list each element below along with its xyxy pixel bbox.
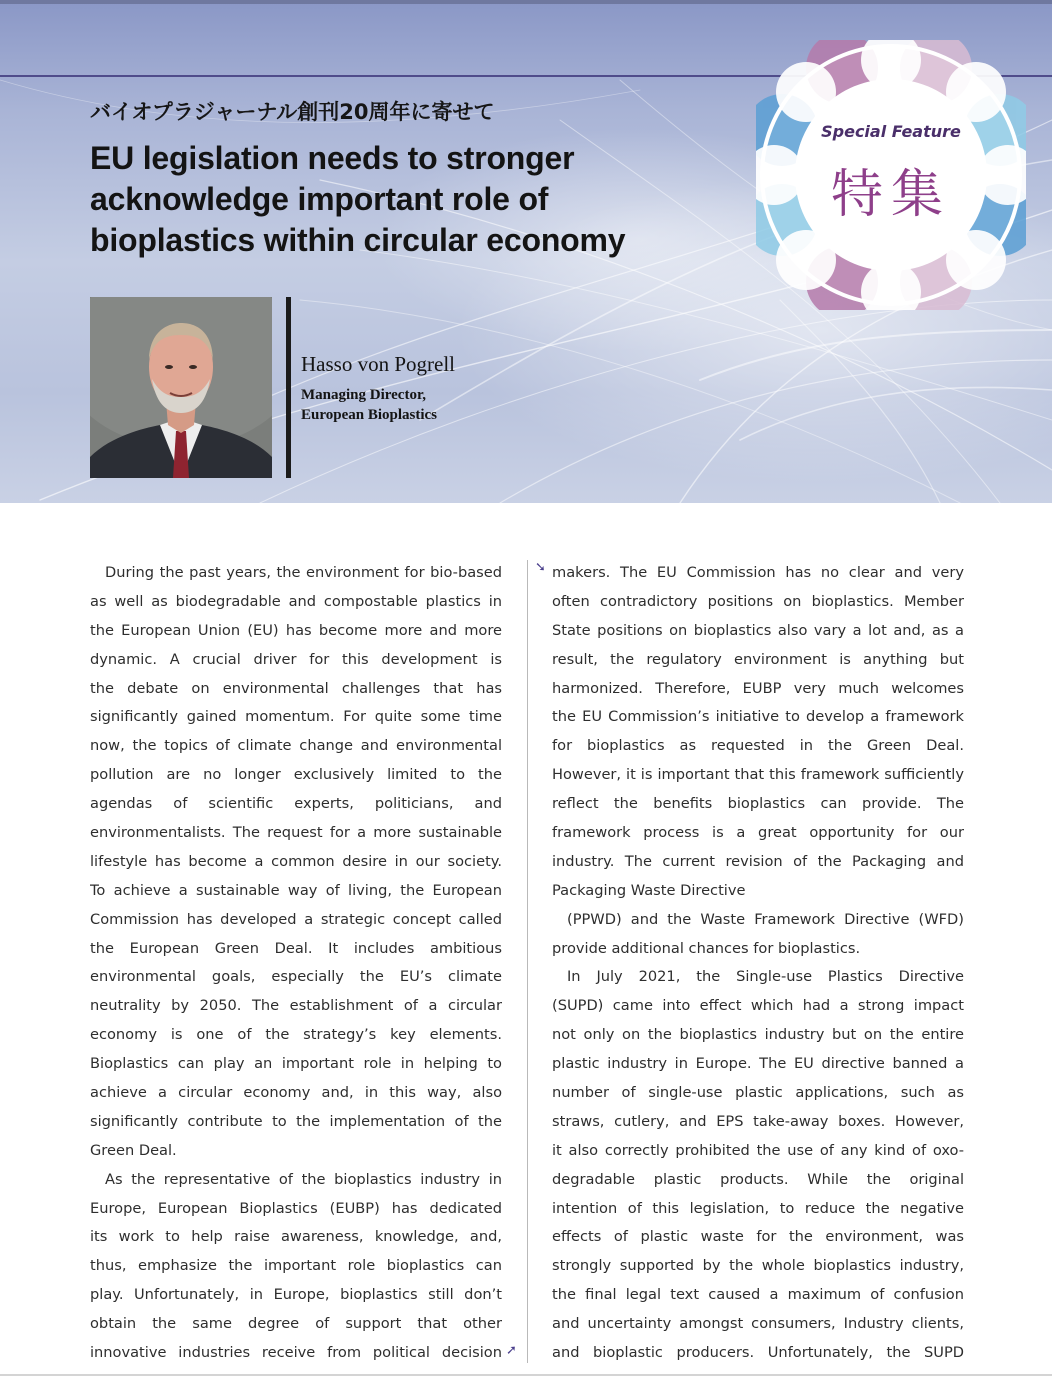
right-text-column: [552, 559, 964, 1368]
text-line: now, the topics of climate change and environmental: [90, 737, 502, 755]
continued-from-arrow-icon: ➘: [535, 560, 546, 575]
text-line: as well as biodegradable and compostable plastics in: [90, 592, 502, 610]
text-line: industry. The current revision of the Packaging and: [552, 852, 964, 870]
badge-label-ja: 特集: [830, 165, 951, 225]
author-divider-bar: [286, 297, 291, 478]
text-line: environmentalists. The request for a more sustainable: [90, 824, 502, 842]
text-line: for bioplastics as requested in the Green Deal.: [552, 737, 964, 755]
author-role: [301, 385, 437, 425]
text-line: and uncertainty amongst consumers, Industry clients,: [552, 1315, 964, 1333]
text-line: neutrality by 2050. The establishment of a circular: [90, 997, 502, 1015]
text-line: As the representative of the bioplastics industry in: [105, 1170, 502, 1188]
text-line: State positions on bioplastics also vary a lot and, as a: [552, 621, 964, 639]
text-line: often contradictory positions on bioplastics. Member: [552, 592, 964, 610]
title-line: EU legislation needs to stronger: [90, 140, 575, 176]
text-line: Commission has developed a strategic concept called: [90, 910, 502, 928]
text-line: agendas of scientific experts, politicians, and: [90, 795, 502, 813]
text-line: During the past years, the environment for bio-based: [105, 564, 502, 581]
title-line: acknowledge important role of: [90, 181, 549, 217]
text-line: strongly supported by the whole bioplastics industry,: [552, 1257, 964, 1275]
author-role-line: European Bioplastics: [301, 407, 438, 423]
badge-label-en: Special Feature: [821, 122, 961, 141]
column-divider: [527, 560, 528, 1363]
text-line: plastic industry in Europe. The EU directive banned a: [552, 1055, 964, 1073]
text-line: However, it is important that this framework sufficiently: [552, 766, 964, 784]
text-line: innovative industries receive from political decision: [90, 1344, 502, 1362]
text-line: pollution are no longer exclusively limited to the: [90, 766, 502, 784]
text-line: Europe, European Bioplastics (EUBP) has dedicated: [90, 1199, 502, 1217]
text-line: the final legal text caused a maximum of confusion: [552, 1286, 964, 1304]
text-line: the debate on environmental challenges that has: [90, 679, 502, 697]
title-line: bioplastics within circular economy: [90, 222, 626, 258]
text-line: significantly gained momentum. For quite some time: [90, 708, 502, 726]
text-line: lifestyle has become a common desire in our society.: [90, 852, 502, 870]
header-banner: [0, 0, 1052, 503]
article-title: [90, 138, 730, 261]
text-line: not only on the bioplastics industry but on the entire: [552, 1026, 964, 1044]
text-line: thus, emphasize the important role bioplastics can: [90, 1257, 502, 1275]
text-line: framework process is a great opportunity for our: [552, 824, 964, 842]
text-line: the European Green Deal. It includes ambitious: [90, 939, 502, 957]
author-photo: [90, 297, 272, 478]
text-line: effects of plastic waste for the environment, was: [552, 1228, 964, 1246]
text-line: play. Unfortunately, in Europe, bioplastics still don’t: [90, 1286, 502, 1304]
text-line: Green Deal.: [90, 1141, 177, 1159]
text-line: economy is one of the strategy’s key elements.: [90, 1026, 502, 1044]
text-line: the EU Commission’s initiative to develop a framework: [552, 708, 964, 726]
left-text-column: [90, 559, 502, 1368]
text-line: To achieve a sustainable way of living, the European: [90, 881, 502, 899]
text-line: the European Union (EU) has become more and more: [90, 621, 502, 639]
text-line: intention of this legislation, to reduce the negative: [552, 1199, 964, 1217]
text-line: In July 2021, the Single-use Plastics Directive: [567, 968, 964, 986]
text-line: its work to help raise awareness, knowledge, and,: [90, 1228, 502, 1246]
text-line: straws, cutlery, and EPS take-away boxes. However,: [552, 1112, 964, 1130]
text-line: significantly contribute to the implementation of the: [90, 1112, 502, 1130]
text-line: reflect the benefits bioplastics can provide. The: [552, 795, 964, 813]
text-line: number of single-use plastic applications, such as: [552, 1084, 964, 1102]
author-role-line: Managing Director,: [301, 387, 426, 403]
continue-arrow-icon: ➚: [506, 1343, 517, 1358]
text-line: and bioplastic producers. Unfortunately, the SUPD: [552, 1344, 964, 1362]
text-line: degradable plastic products. While the original: [552, 1170, 964, 1188]
text-line: result, the regulatory environment is anything but: [552, 650, 964, 668]
special-feature-badge: [756, 40, 1026, 310]
text-line: it also correctly prohibited the use of any kind of oxo-: [552, 1141, 964, 1159]
author-name: Hasso von Pogrell: [301, 352, 455, 376]
text-line: obtain the same degree of support that other: [90, 1315, 502, 1333]
text-line: dynamic. A crucial driver for this development is: [90, 650, 502, 668]
text-line: Packaging Waste Directive: [552, 881, 746, 899]
author-portrait-icon: [90, 297, 272, 478]
text-line: achieve a circular economy and, in this way, also: [90, 1084, 502, 1102]
text-line: (PPWD) and the Waste Framework Directive (WFD): [567, 910, 964, 928]
text-line: Bioplastics can play an important role in helping to: [90, 1055, 502, 1073]
text-line: (SUPD) came into effect which had a strong impact: [552, 997, 964, 1015]
text-line: provide additional chances for bioplastics.: [552, 939, 861, 957]
text-line: environmental goals, especially the EU’s climate: [90, 968, 502, 986]
page-bottom-rule: [0, 1374, 1052, 1376]
text-line: harmonized. Therefore, EUBP very much welcomes: [552, 679, 964, 697]
japanese-subtitle: バイオプラジャーナル創刊20周年に寄せて: [90, 100, 495, 124]
text-line: makers. The EU Commission has no clear and very: [552, 564, 964, 581]
